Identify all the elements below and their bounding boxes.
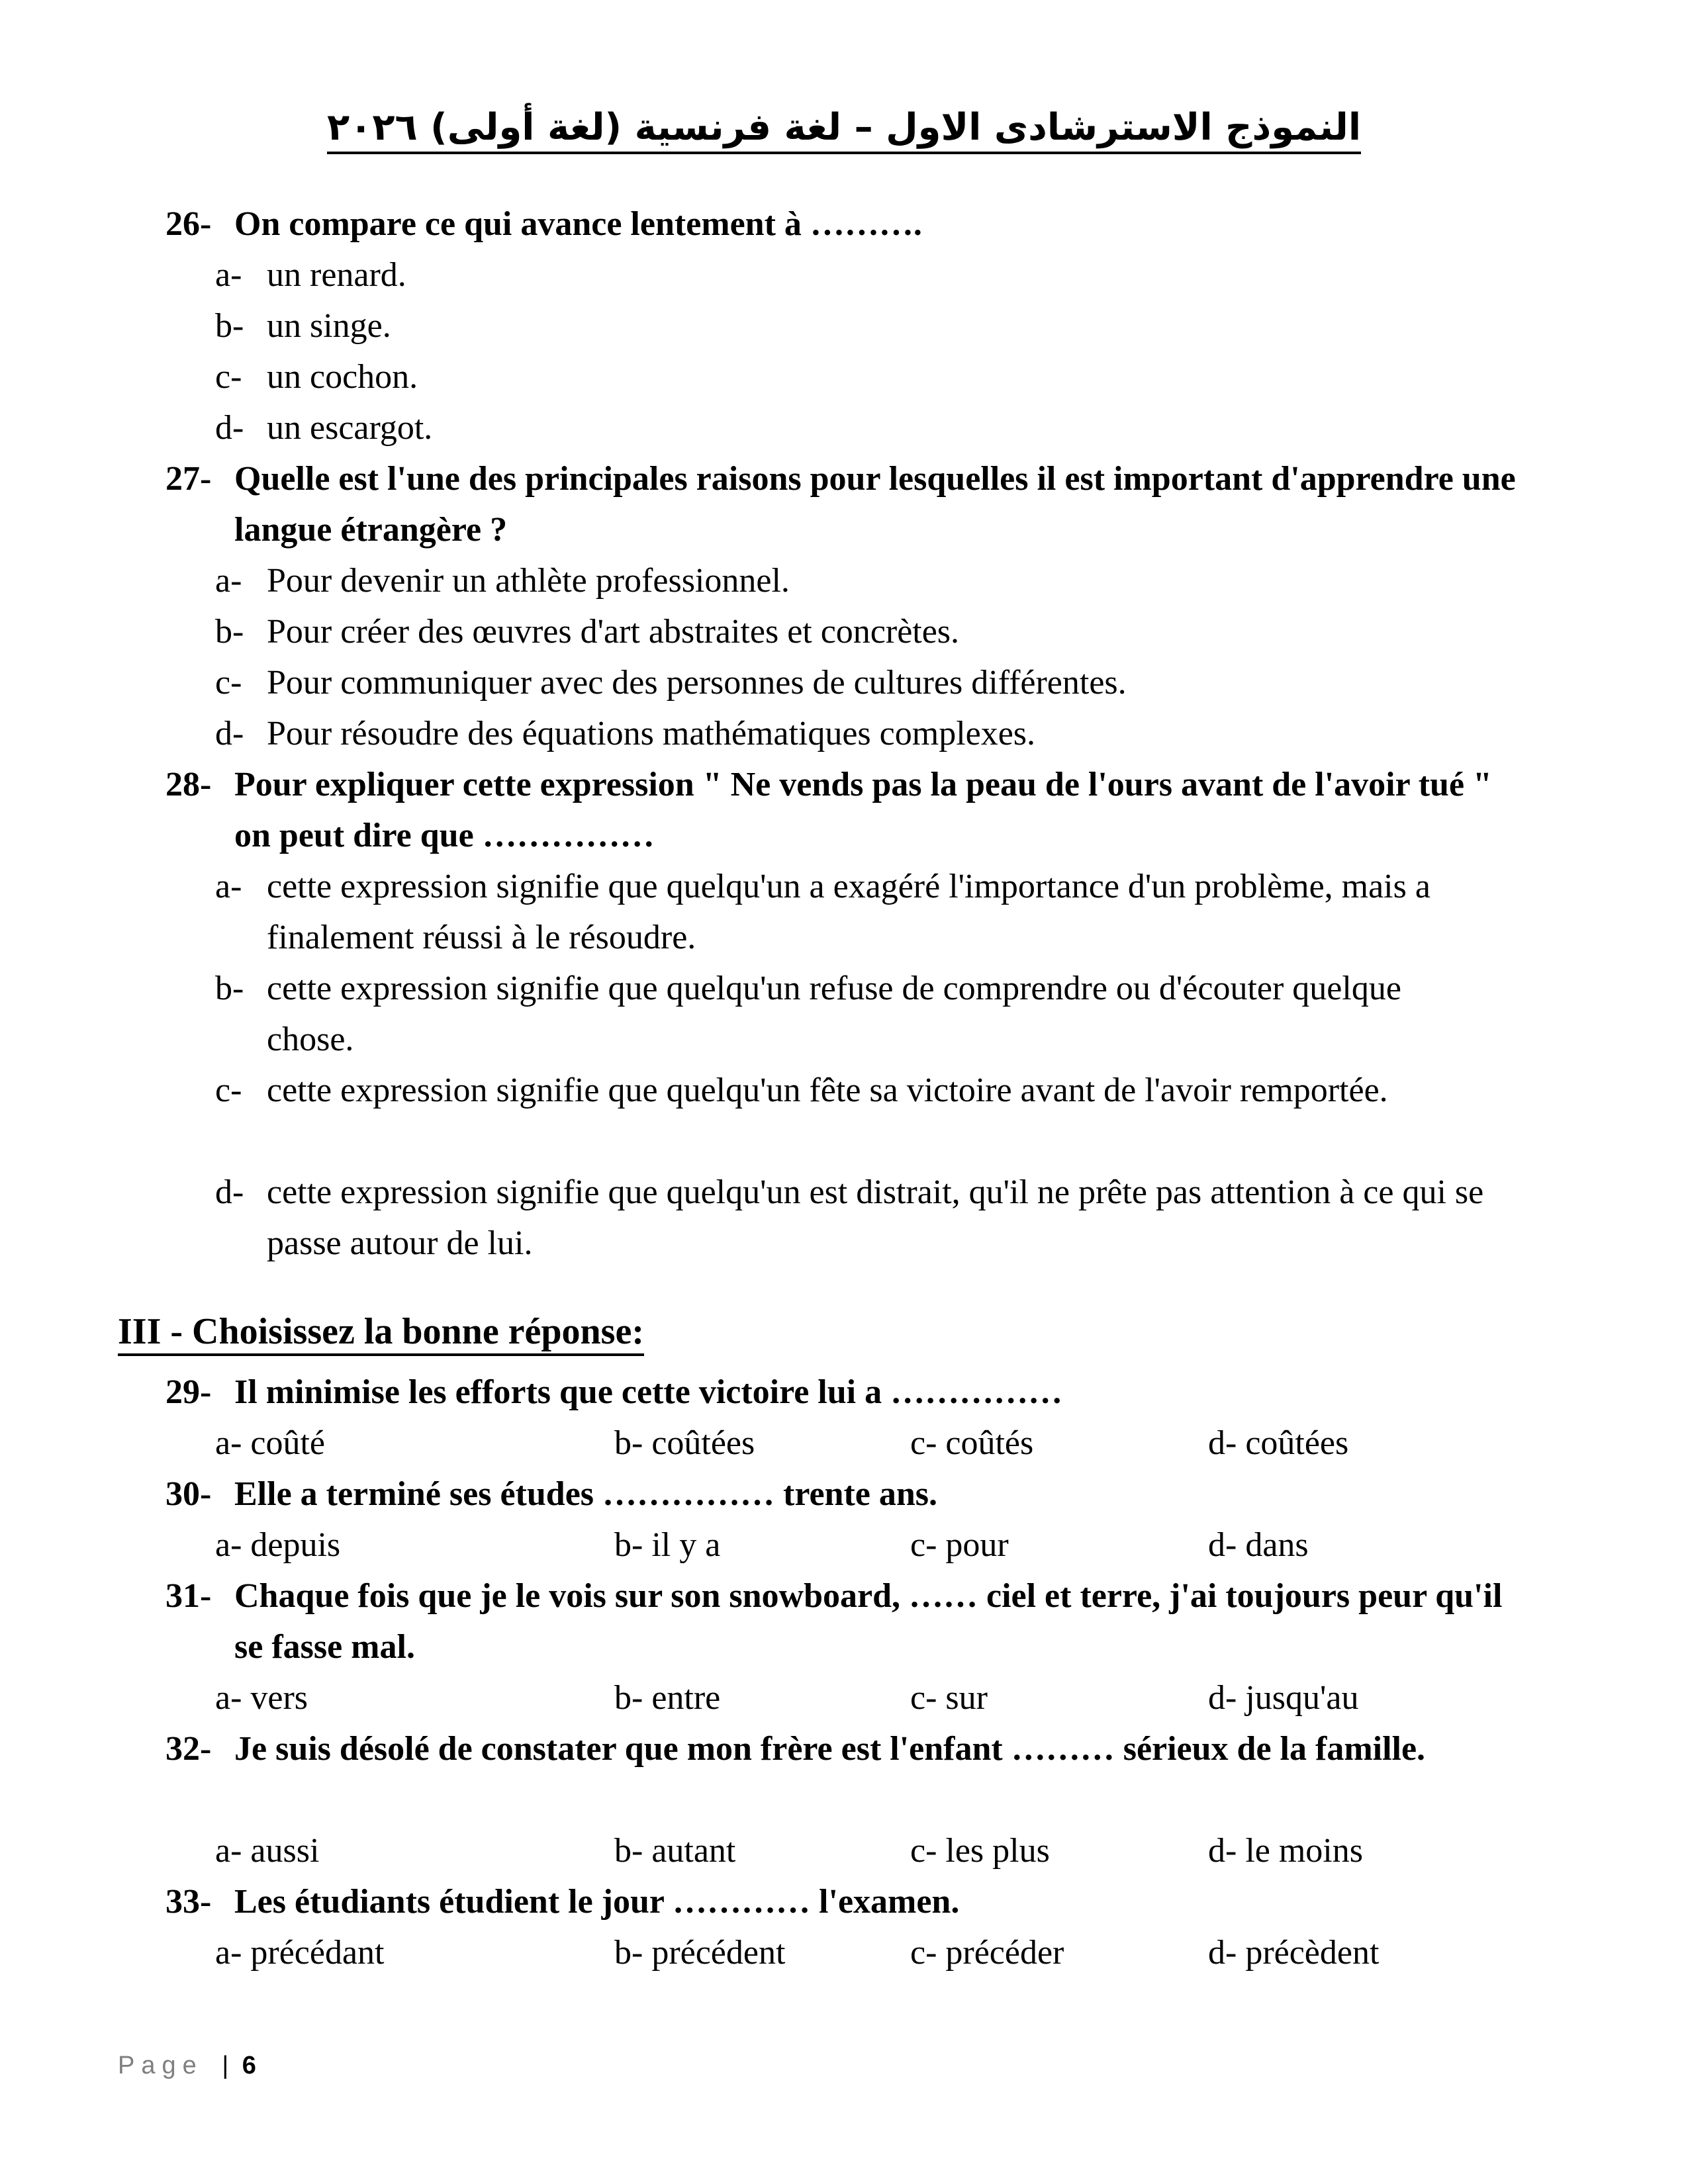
option-33b: b- précédent: [614, 1934, 786, 1972]
footer-label: Page: [118, 2052, 203, 2079]
option-29d: d- coûtées: [1208, 1424, 1349, 1462]
page-title: النموذج الاسترشادى الاول – لغة فرنسية (لغة أولى) ٢٠٢٦: [0, 106, 1688, 149]
option-30a: a- depuis: [215, 1526, 341, 1564]
option-32d: d- le moins: [1208, 1832, 1363, 1870]
option-32b: b- autant: [614, 1832, 736, 1870]
option-26b: b- un singe.: [215, 307, 391, 345]
option-30c: c- pour: [910, 1526, 1009, 1564]
option-26a: a- un renard.: [215, 256, 406, 294]
option-33a: a- précédant: [215, 1934, 385, 1972]
option-30b: b- il y a: [614, 1526, 721, 1564]
option-28b: b- cette expression signifie que quelqu'un refuse de comprendre ou d'écouter quelque chose.: [215, 970, 1401, 1058]
option-26c: c- un cochon.: [215, 358, 418, 396]
question-30: 30- Elle a terminé ses études …………… trente ans.: [165, 1475, 938, 1513]
option-28d: d- cette expression signifie que quelqu'un est distrait, qu'il ne prête pas attention à ce qui se passe autour de lui.: [215, 1173, 1484, 1262]
option-31d: d- jusqu'au: [1208, 1679, 1359, 1717]
option-28c: c- cette expression signifie que quelqu'un fête sa victoire avant de l'avoir remportée.: [215, 1071, 1388, 1109]
option-29a: a- coûté: [215, 1424, 326, 1462]
options-33: [215, 1927, 1539, 1978]
option-27b: b- Pour créer des œuvres d'art abstraites et concrètes.: [215, 613, 960, 651]
option-31b: b- entre: [614, 1679, 721, 1717]
option-27d: d- Pour résoudre des équations mathématiques complexes.: [215, 715, 1036, 752]
option-26d: d- un escargot.: [215, 409, 433, 447]
option-27c: c- Pour communiquer avec des personnes de cultures différentes.: [215, 664, 1127, 702]
option-27a: a- Pour devenir un athlète professionnel.: [215, 562, 790, 600]
question-31: 31- Chaque fois que je le vois sur son snowboard, …… ciel et terre, j'ai toujours peur qu'il se fasse mal.: [165, 1577, 1503, 1666]
option-32a: a- aussi: [215, 1832, 320, 1870]
question-26: 26- On compare ce qui avance lentement à ……….: [165, 205, 922, 243]
question-28: 28- Pour expliquer cette expression " Ne vends pas la peau de l'ours avant de l'avoir tué " on peut dire que ……………: [165, 766, 1492, 854]
option-29b: b- coûtées: [614, 1424, 755, 1462]
option-33d: d- précèdent: [1208, 1934, 1380, 1972]
option-31a: a- vers: [215, 1679, 308, 1717]
options-32: [215, 1825, 1539, 1876]
page-footer: [118, 2052, 256, 2080]
question-27: 27- Quelle est l'une des principales raisons pour lesquelles il est important d'apprendre une langue étrangère ?: [165, 460, 1516, 549]
page-number: 6: [242, 2052, 256, 2079]
option-33c: c- précéder: [910, 1934, 1064, 1972]
option-28a: a- cette expression signifie que quelqu'un a exagéré l'importance d'un problème, mais a finalement réussi à le résoudre.: [215, 868, 1430, 956]
section-heading: III - Choisissez la bonne réponse:: [118, 1310, 644, 1353]
option-31c: c- sur: [910, 1679, 988, 1717]
options-30: [215, 1520, 1539, 1570]
option-30d: d- dans: [1208, 1526, 1309, 1564]
question-33: 33- Les étudiants étudient le jour ………… l'examen.: [165, 1883, 960, 1921]
option-29c: c- coûtés: [910, 1424, 1034, 1462]
options-31: [215, 1672, 1539, 1723]
footer-separator: |: [222, 2052, 229, 2079]
option-32c: c- les plus: [910, 1832, 1050, 1870]
options-29: [215, 1418, 1539, 1469]
question-29: 29- Il minimise les efforts que cette victoire lui a ……………: [165, 1373, 1063, 1411]
question-32: 32- Je suis désolé de constater que mon frère est l'enfant ……… sérieux de la famille.: [165, 1730, 1426, 1768]
